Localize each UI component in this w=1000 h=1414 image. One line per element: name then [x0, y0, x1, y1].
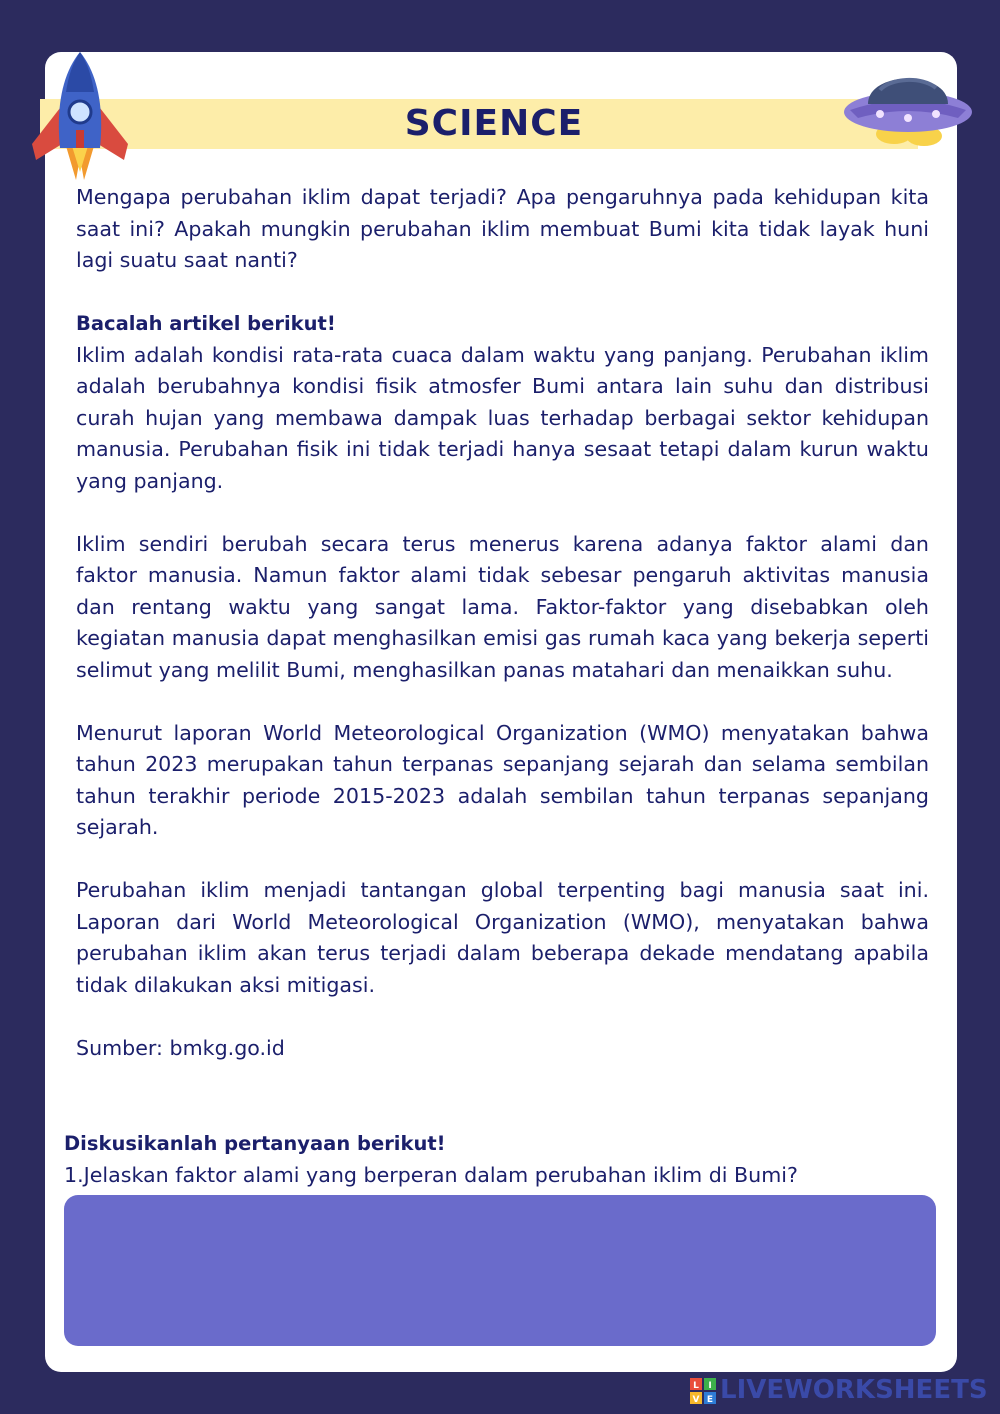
ufo-icon: [840, 60, 976, 156]
liveworksheets-logo-icon: [690, 1378, 716, 1404]
logo-letter-e: E: [706, 1395, 714, 1404]
intro-paragraph: Mengapa perubahan iklim dapat terjadi? Apa pengaruhnya pada kehidupan kita saat ini? Apakah mungkin perubahan iklim membuat Bumi kita tidak layak huni lagi suatu saat nanti?: [76, 185, 929, 272]
article-source: Sumber: bmkg.go.id: [76, 1035, 285, 1060]
rocket-icon: [26, 48, 138, 184]
question-1: 1.Jelaskan faktor alami yang berperan dalam perubahan iklim di Bumi?: [64, 1162, 798, 1187]
discussion-section: [64, 1128, 934, 1191]
liveworksheets-wordmark: LIVEWORKSHEETS: [720, 1375, 988, 1405]
page-title: SCIENCE: [404, 103, 584, 144]
logo-letter-l: L: [693, 1381, 699, 1391]
logo-letter-i: I: [708, 1381, 712, 1391]
answer-1-input[interactable]: [64, 1195, 936, 1346]
article-paragraph-1: Iklim adalah kondisi rata-rata cuaca dalam waktu yang panjang. Perubahan iklim adalah berubahnya kondisi fisik atmosfer Bumi antara lain suhu dan distribusi curah hujan yang membawa dampak luas terhadap berbagai sektor kehidupan manusia. Perubahan fisik ini tidak terjadi hanya sesaat tetapi dalam kurun waktu yang panjang.: [76, 342, 929, 493]
article-content: [76, 182, 929, 1064]
article-heading: Bacalah artikel berikut!: [76, 312, 336, 335]
logo-letter-v: V: [692, 1395, 700, 1404]
liveworksheets-branding: [690, 1374, 990, 1406]
article-paragraph-4: Perubahan iklim menjadi tantangan global terpenting bagi manusia saat ini. Laporan dari World Meteorological Organization (WMO), menyatakan bahwa perubahan iklim akan terus terjadi dalam beberapa dekade mendatang apabila tidak dilakukan aksi mitigasi.: [76, 878, 929, 997]
discussion-heading: Diskusikanlah pertanyaan berikut!: [64, 1132, 446, 1155]
article-paragraph-3: Menurut laporan World Meteorological Organization (WMO) menyatakan bahwa tahun 2023 merupakan tahun terpanas sepanjang sejarah dan selama sembilan tahun terakhir periode 2015-2023 adalah sembilan tahun terpanas sepanjang sejarah.: [76, 720, 929, 839]
article-paragraph-2: Iklim sendiri berubah secara terus menerus karena adanya faktor alami dan faktor manusia. Namun faktor alami tidak sebesar pengaruh aktivitas manusia dan rentang waktu yang sangat lama. Faktor-faktor yang disebabkan oleh kegiatan manusia dapat menghasilkan emisi gas rumah kaca yang bekerja seperti selimut yang melilit Bumi, menghasilkan panas matahari dan menaikkan suhu.: [76, 531, 929, 682]
